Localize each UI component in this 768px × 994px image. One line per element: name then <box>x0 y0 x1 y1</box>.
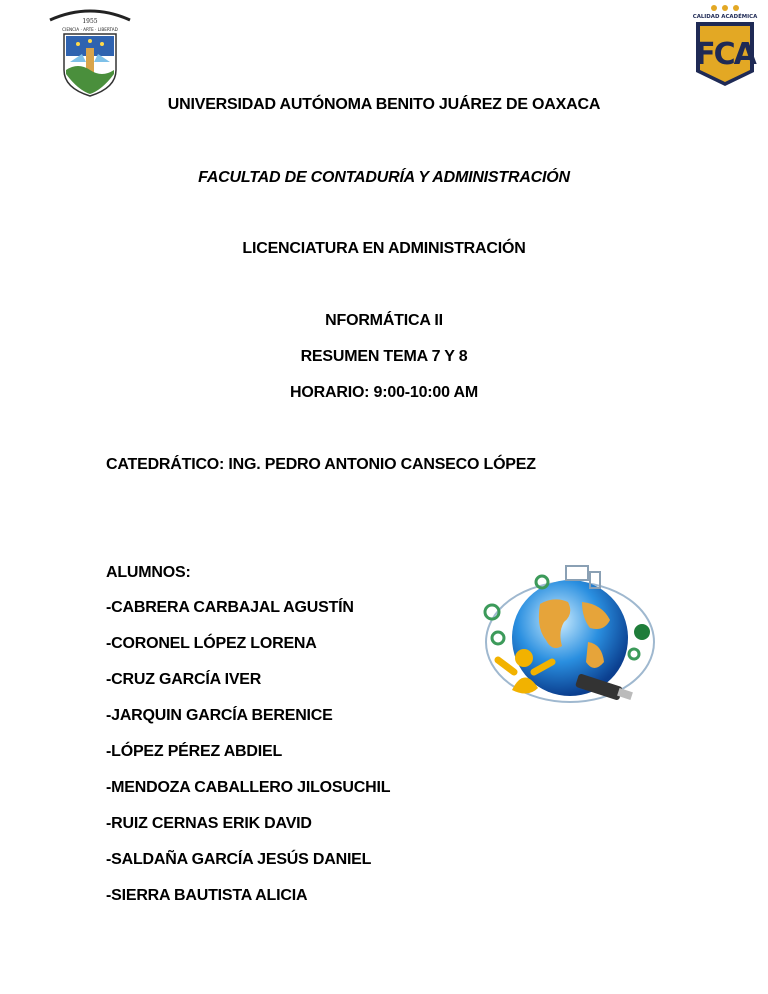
student-item: -CORONEL LÓPEZ LORENA <box>106 635 317 652</box>
fca-top-text: CALIDAD ACADÉMICA <box>692 14 758 20</box>
topic-title: RESUMEN TEMA 7 Y 8 <box>300 348 468 365</box>
globe-illustration <box>478 562 660 722</box>
students-heading: ALUMNOS: <box>106 564 191 581</box>
students-list <box>106 598 390 922</box>
student-item: -SALDAÑA GARCÍA JESÚS DANIEL <box>106 851 372 868</box>
student-item: -CRUZ GARCÍA IVER <box>106 671 262 688</box>
university-name: UNIVERSIDAD AUTÓNOMA BENITO JUÁREZ DE OAXACA <box>167 96 601 113</box>
student-item: -SIERRA BAUTISTA ALICIA <box>106 887 308 904</box>
student-item: -MENDOZA CABALLERO JILOSUCHIL <box>106 779 391 796</box>
uabjo-seal-logo <box>44 4 136 98</box>
schedule: HORARIO: 9:00-10:00 AM <box>290 384 478 401</box>
course-name: NFORMÁTICA II <box>325 312 443 329</box>
fca-letters: FCA <box>695 37 755 72</box>
student-item: -LÓPEZ PÉREZ ABDIEL <box>106 743 283 760</box>
student-item: -CABRERA CARBAJAL AGUSTÍN <box>106 599 354 616</box>
professor: CATEDRÁTICO: ING. PEDRO ANTONIO CANSECO LÓPEZ <box>106 456 536 473</box>
seal-year: 1955 <box>82 18 98 25</box>
faculty-name: FACULTAD DE CONTADURÍA Y ADMINISTRACIÓN <box>198 169 570 186</box>
fca-logo <box>692 2 758 88</box>
seal-motto: CIENCIA · ARTE · LIBERTAD <box>62 27 118 32</box>
student-item: -JARQUIN GARCÍA BERENICE <box>106 707 333 724</box>
degree-name: LICENCIATURA EN ADMINISTRACIÓN <box>242 240 526 257</box>
student-item: -RUIZ CERNAS ERIK DAVID <box>106 815 312 832</box>
